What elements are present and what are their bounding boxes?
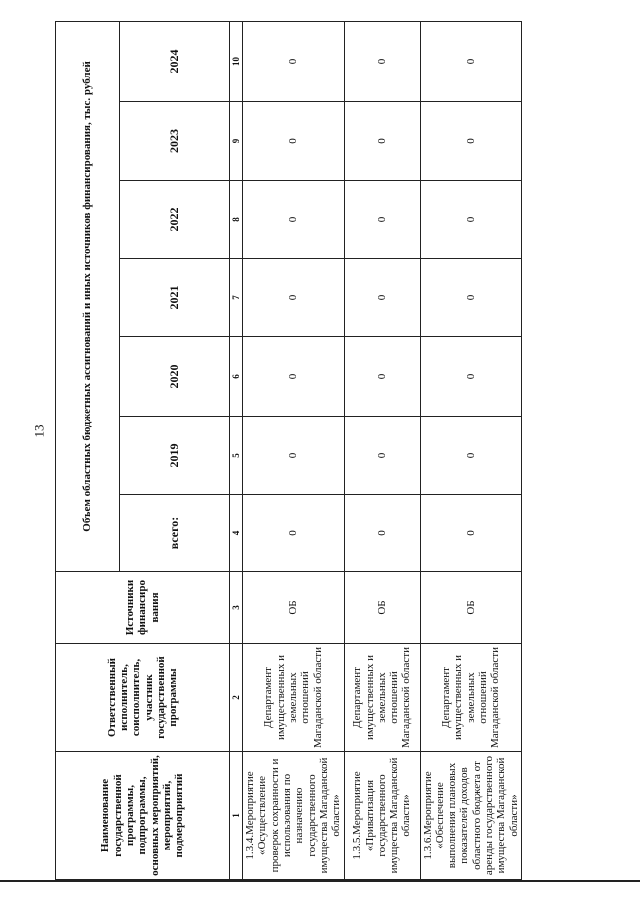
value-cell: 0: [243, 181, 345, 259]
header-year: 2020: [120, 337, 230, 417]
value-cell: 0: [344, 417, 420, 495]
column-number: 3: [230, 572, 243, 644]
activity-name: 1.3.4.Мероприятие «Осуществление проверок сохранности и использования по назначению государственного имущества Магаданской области»: [243, 752, 345, 880]
value-cell: 0: [420, 102, 522, 181]
column-number: 2: [230, 644, 243, 752]
header-source: Источники финансиро вания: [56, 572, 230, 644]
value-cell: 0: [420, 495, 522, 572]
column-number: 9: [230, 102, 243, 181]
value-cell: 0: [243, 102, 345, 181]
value-cell: 0: [420, 337, 522, 417]
activity-name: 1.3.6.Мероприятие «Обеспечение выполнения плановых показателей доходов областного бюджета от аренды государственного имущества Магаданской области»: [420, 752, 522, 880]
bottom-rule: [0, 880, 640, 882]
value-cell: 0: [344, 337, 420, 417]
table-row: [420, 21, 522, 879]
source-cell: ОБ: [344, 572, 420, 644]
executor-cell: Департамент имущественных и земельных отношений Магаданской области: [243, 644, 345, 752]
funding-table: [55, 21, 522, 880]
value-cell: 0: [420, 417, 522, 495]
column-number: 10: [230, 21, 243, 101]
value-cell: 0: [344, 495, 420, 572]
header-name: Наименование государственной программы, подпрограммы, основных мероприятий, мероприятий, подмероприятий: [56, 752, 230, 880]
value-cell: 0: [243, 259, 345, 337]
table-row: [344, 21, 420, 879]
column-number: 6: [230, 337, 243, 417]
source-cell: ОБ: [420, 572, 522, 644]
value-cell: 0: [344, 21, 420, 101]
value-cell: 0: [420, 259, 522, 337]
source-cell: ОБ: [243, 572, 345, 644]
header-volume: Объем областных бюджетных ассигнований и иных источников финансирования, тыс. рублей: [56, 21, 120, 571]
value-cell: 0: [344, 259, 420, 337]
executor-cell: Департамент имущественных и земельных отношений Магаданской области: [344, 644, 420, 752]
table-row: [243, 21, 345, 879]
rotated-table-container: [55, 22, 520, 880]
value-cell: 0: [420, 181, 522, 259]
value-cell: 0: [344, 181, 420, 259]
executor-cell: Департамент имущественных и земельных отношений Магаданской области: [420, 644, 522, 752]
activity-name: 1.3.5.Мероприятие «Приватизация государственного имущества Магаданской области»: [344, 752, 420, 880]
column-number: 7: [230, 259, 243, 337]
value-cell: 0: [243, 337, 345, 417]
value-cell: 0: [243, 417, 345, 495]
header-total: всего:: [120, 495, 230, 572]
column-number: 1: [230, 752, 243, 880]
value-cell: 0: [420, 21, 522, 101]
value-cell: 0: [243, 495, 345, 572]
header-year: 2021: [120, 259, 230, 337]
header-year: 2019: [120, 417, 230, 495]
page-number: 13: [31, 424, 47, 438]
header-year: 2024: [120, 21, 230, 101]
column-number-row: [230, 21, 243, 879]
column-number: 8: [230, 181, 243, 259]
column-number: 4: [230, 495, 243, 572]
header-executor: Ответственный исполнитель, соисполнитель, участник государственной программы: [56, 644, 230, 752]
column-number: 5: [230, 417, 243, 495]
rotated-table-wrapper: [55, 22, 520, 880]
value-cell: 0: [344, 102, 420, 181]
header-year: 2022: [120, 181, 230, 259]
header-row-1: [56, 21, 120, 879]
header-year: 2023: [120, 102, 230, 181]
value-cell: 0: [243, 21, 345, 101]
